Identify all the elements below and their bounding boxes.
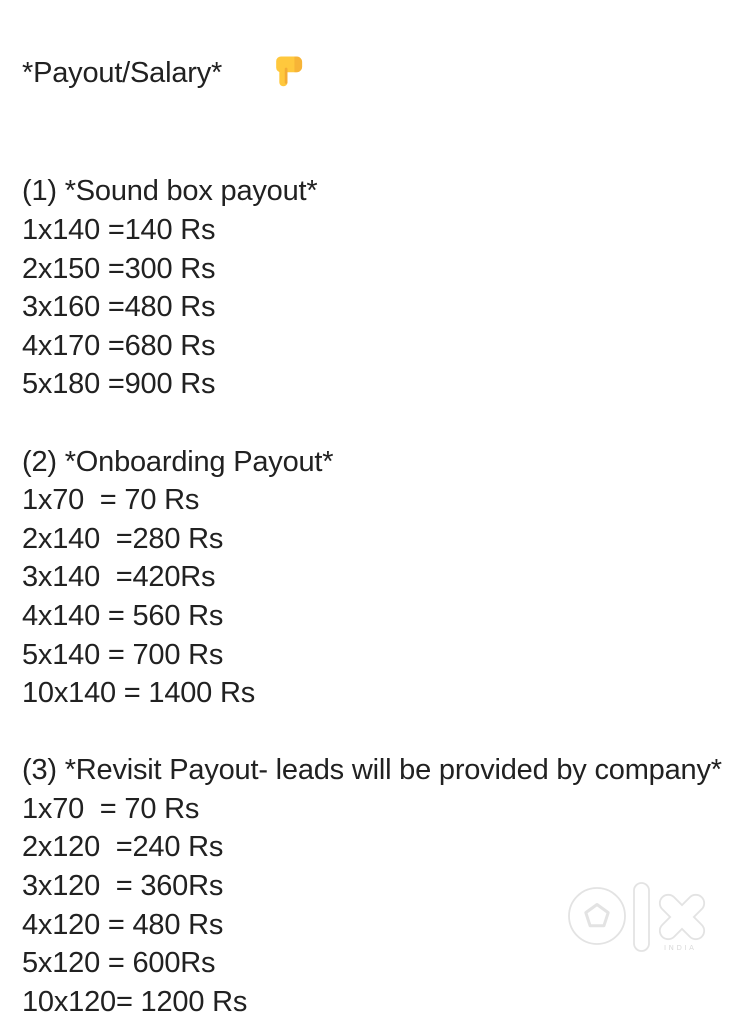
payout-line: 10x120= 1200 Rs bbox=[22, 985, 248, 1018]
payout-line: 5x180 =900 Rs bbox=[22, 368, 216, 401]
payout-line: 3x160 =480 Rs bbox=[22, 291, 216, 324]
payout-line: 2x120 =240 Rs bbox=[22, 831, 224, 864]
payout-line: 1x70 = 70 Rs bbox=[22, 792, 200, 825]
payout-line: 1x70 = 70 Rs bbox=[22, 484, 200, 517]
page-title bbox=[22, 12, 722, 134]
payout-line: 4x120 = 480 Rs bbox=[22, 908, 224, 941]
section-heading: (2) *Onboarding Payout* bbox=[22, 445, 334, 478]
payout-line: 10x140 = 1400 Rs bbox=[22, 677, 256, 710]
payout-line: 3x140 =420Rs bbox=[22, 561, 216, 594]
section-soundbox-payout bbox=[22, 172, 722, 404]
payout-line: 3x120 = 360Rs bbox=[22, 870, 224, 903]
payout-line: 5x120 = 600Rs bbox=[22, 947, 216, 980]
section-revisit-payout bbox=[22, 751, 722, 1021]
payout-line: 4x140 = 560 Rs bbox=[22, 599, 224, 632]
backhand-index-pointing-down-emoji bbox=[226, 15, 304, 137]
section-heading: (3) *Revisit Payout- leads will be provided by company* bbox=[22, 754, 722, 787]
payout-line: 2x150 =300 Rs bbox=[22, 252, 216, 285]
section-heading: (1) *Sound box payout* bbox=[22, 175, 318, 208]
section-onboarding-payout bbox=[22, 443, 722, 713]
payout-line: 4x170 =680 Rs bbox=[22, 329, 216, 362]
payout-line: 2x140 =280 Rs bbox=[22, 522, 224, 555]
page-title-text: *Payout/Salary* bbox=[22, 56, 223, 89]
payout-line: 5x140 = 700 Rs bbox=[22, 638, 224, 671]
payout-line: 1x140 =140 Rs bbox=[22, 213, 216, 246]
olx-india-label: INDIA bbox=[664, 944, 697, 952]
